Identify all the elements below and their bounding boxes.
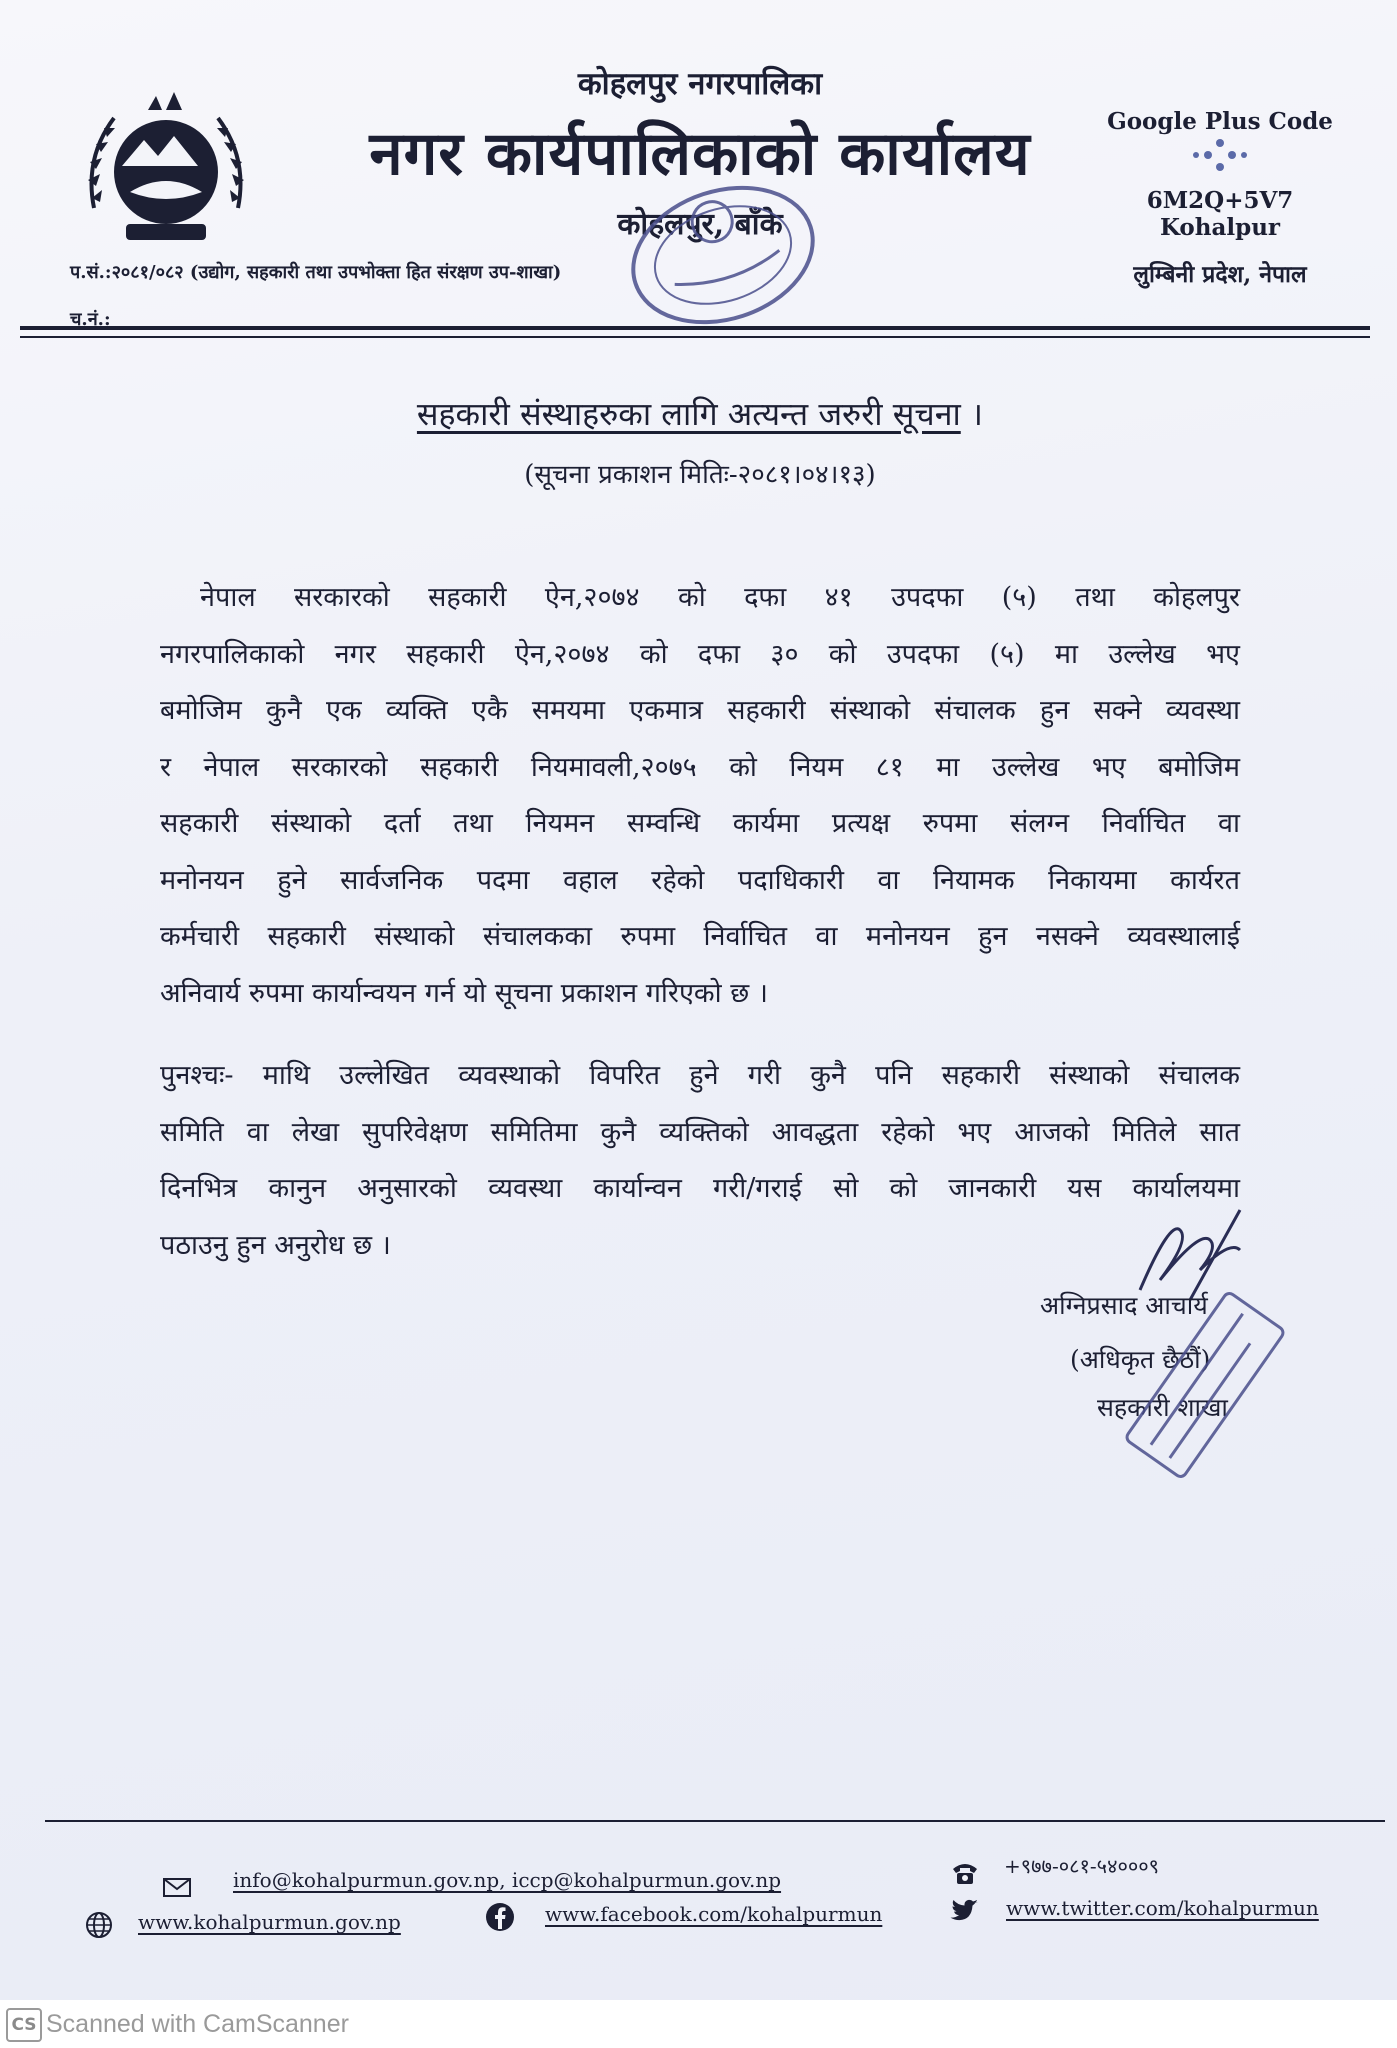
body-line: कर्मचारी सहकारी संस्थाको संचालकका रुपमा निर्वाचित वा मनोनयन हुन नसक्ने व्यवस्थालाई xyxy=(160,921,1240,952)
globe-icon xyxy=(84,1910,114,1940)
twitter-icon xyxy=(950,1895,980,1925)
header-divider-thin xyxy=(20,336,1370,338)
header-divider xyxy=(20,326,1370,330)
notice-title-danda: । xyxy=(960,395,984,433)
plus-code-title: Google Plus Code xyxy=(1107,108,1333,135)
office-seal-stamp xyxy=(608,170,838,340)
footer-facebook[interactable]: www.facebook.com/kohalpurmun xyxy=(545,1902,883,1926)
telephone-icon xyxy=(950,1858,980,1888)
footer-divider xyxy=(45,1820,1385,1822)
camscanner-label: Scanned with CamScanner xyxy=(46,2010,349,2038)
province-name: लुम्बिनी प्रदेश, नेपाल xyxy=(1133,261,1307,288)
plus-code-value: 6M2Q+5V7 Kohalpur xyxy=(1146,187,1294,241)
postscript-line: पुनश्चः- माथि उल्लेखित व्यवस्थाको विपरित हुने गरी कुनै पनि सहकारी संस्थाको संचालक xyxy=(160,1060,1240,1091)
camscanner-logo: CS xyxy=(6,2008,42,2042)
footer-twitter[interactable]: www.twitter.com/kohalpurmun xyxy=(1006,1896,1319,1920)
body-line: बमोजिम कुनै एक व्यक्ति एकै समयमा एकमात्र सहकारी संस्थाको संचालक हुन सक्ने व्यवस्था xyxy=(160,695,1240,726)
postscript-line: दिनभित्र कानुन अनुसारको व्यवस्था कार्यान्वन गरी/गराई सो को जानकारी यस कार्यालयमा xyxy=(160,1173,1240,1204)
signer-name: अग्निप्रसाद आचार्य xyxy=(1040,1291,1208,1320)
body-line: अनिवार्य रुपमा कार्यान्वयन गर्न यो सूचना प्रकाशन गरिएको छ । xyxy=(160,977,768,1009)
office-location: कोहलपुर, बाँके xyxy=(617,207,783,242)
footer-email[interactable]: info@kohalpurmun.gov.np, iccp@kohalpurmun.gov.np xyxy=(233,1868,782,1892)
postscript-line: समिति वा लेखा सुपरिवेक्षण समितिमा कुनै व्यक्तिको आवद्धता रहेको भए आजको मितिले सात xyxy=(160,1116,1240,1148)
notice-body xyxy=(160,570,1240,1274)
envelope-icon xyxy=(162,1872,192,1902)
body-line: सहकारी संस्थाको दर्ता तथा नियमन सम्वन्धि कार्यमा प्रत्यक्ष रुपमा संलग्न निर्वाचित वा xyxy=(160,808,1240,839)
signer-branch: सहकारी शाखा xyxy=(1097,1393,1228,1422)
notice-title xyxy=(300,392,1100,435)
postscript-line: पठाउनु हुन अनुरोध छ । xyxy=(160,1229,391,1261)
footer-phone[interactable]: +९७७-०८१-५४०००९ xyxy=(1004,1854,1160,1878)
municipality-name: कोहलपुर नगरपालिका xyxy=(577,66,823,102)
signer-role: (अधिकृत छैठौं) xyxy=(1070,1345,1211,1374)
camscanner-watermark-bar xyxy=(0,2000,1397,2048)
officer-name-stamp xyxy=(1095,1270,1315,1500)
body-line: मनोनयन हुने सार्वजनिक पदमा वहाल रहेको पदाधिकारी वा नियामक निकायमा कार्यरत xyxy=(160,864,1240,896)
dispatch-number: च.नं.: xyxy=(70,309,111,330)
reference-number: प.सं.:२०८१/०८२ (उद्योग, सहकारी तथा उपभोक्ता हित संरक्षण उप-शाखा) xyxy=(70,262,562,283)
body-line: र नेपाल सरकारको सहकारी नियमावली,२०७५ को नियम ८१ मा उल्लेख भए बमोजिम xyxy=(160,751,1240,783)
footer-website[interactable]: www.kohalpurmun.gov.np xyxy=(138,1910,401,1934)
body-line: नगरपालिकाको नगर सहकारी ऐन,२०७४ को दफा ३० को उपदफा (५) मा उल्लेख भए xyxy=(160,638,1240,670)
office-title: नगर कार्यपालिकाको कार्यालय xyxy=(369,119,1031,189)
plus-code-block xyxy=(1090,108,1350,289)
notice-title-text: सहकारी संस्थाहरुका लागि अत्यन्त जरुरी सूचना xyxy=(416,395,961,433)
plus-code-dots-icon xyxy=(1090,135,1350,183)
publish-date: (सूचना प्रकाशन मितिः-२०८१।०४।१३) xyxy=(524,460,876,490)
body-line: नेपाल सरकारको सहकारी ऐन,२०७४ को दफा ४१ उपदफा (५) तथा कोहलपुर xyxy=(200,582,1240,613)
nepal-emblem-icon xyxy=(74,88,258,248)
facebook-icon xyxy=(485,1902,515,1932)
